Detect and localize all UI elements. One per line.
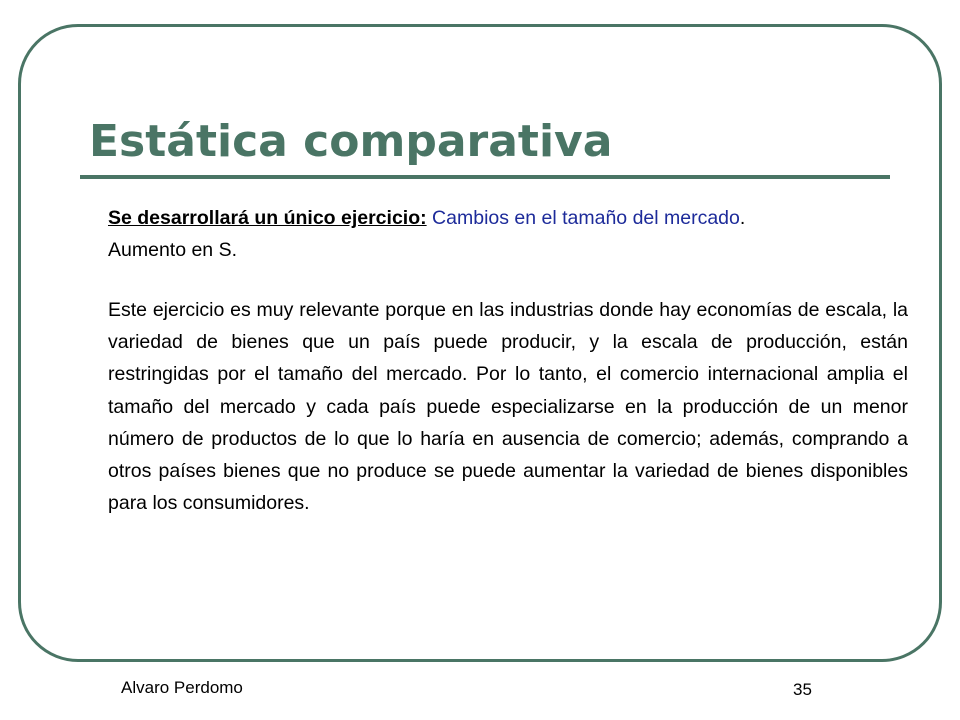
intro-period: .: [739, 207, 746, 229]
intro-heading: Se desarrollará un único ejercicio:: [108, 207, 427, 229]
main-paragraph: Este ejercicio es muy relevante porque en las industrias donde hay economías de escala, la variedad de bienes que un país puede producir, y la escala de producción, están restringidas por el tamaño del mercado. Por lo tanto, el comercio internacional amplia el tamaño del mercado y cada país puede especializarse en la producción de un menor número de productos de lo que lo haría en ausencia de comercio; además, comprando a otros países bienes que no produce se puede aumentar la variedad de bienes disponibles para los consumidores.: [108, 299, 908, 515]
title-underline: [80, 175, 890, 179]
page-number: 35: [793, 680, 812, 699]
intro-continuation: Aumento en S.: [108, 239, 237, 261]
slide-body: [108, 202, 908, 519]
slide-title: Estática comparativa: [89, 116, 613, 167]
intro-highlight: Cambios en el tamaño del mercado: [432, 207, 740, 229]
intro-paragraph: [108, 202, 908, 266]
footer-author: Alvaro Perdomo: [121, 678, 243, 697]
